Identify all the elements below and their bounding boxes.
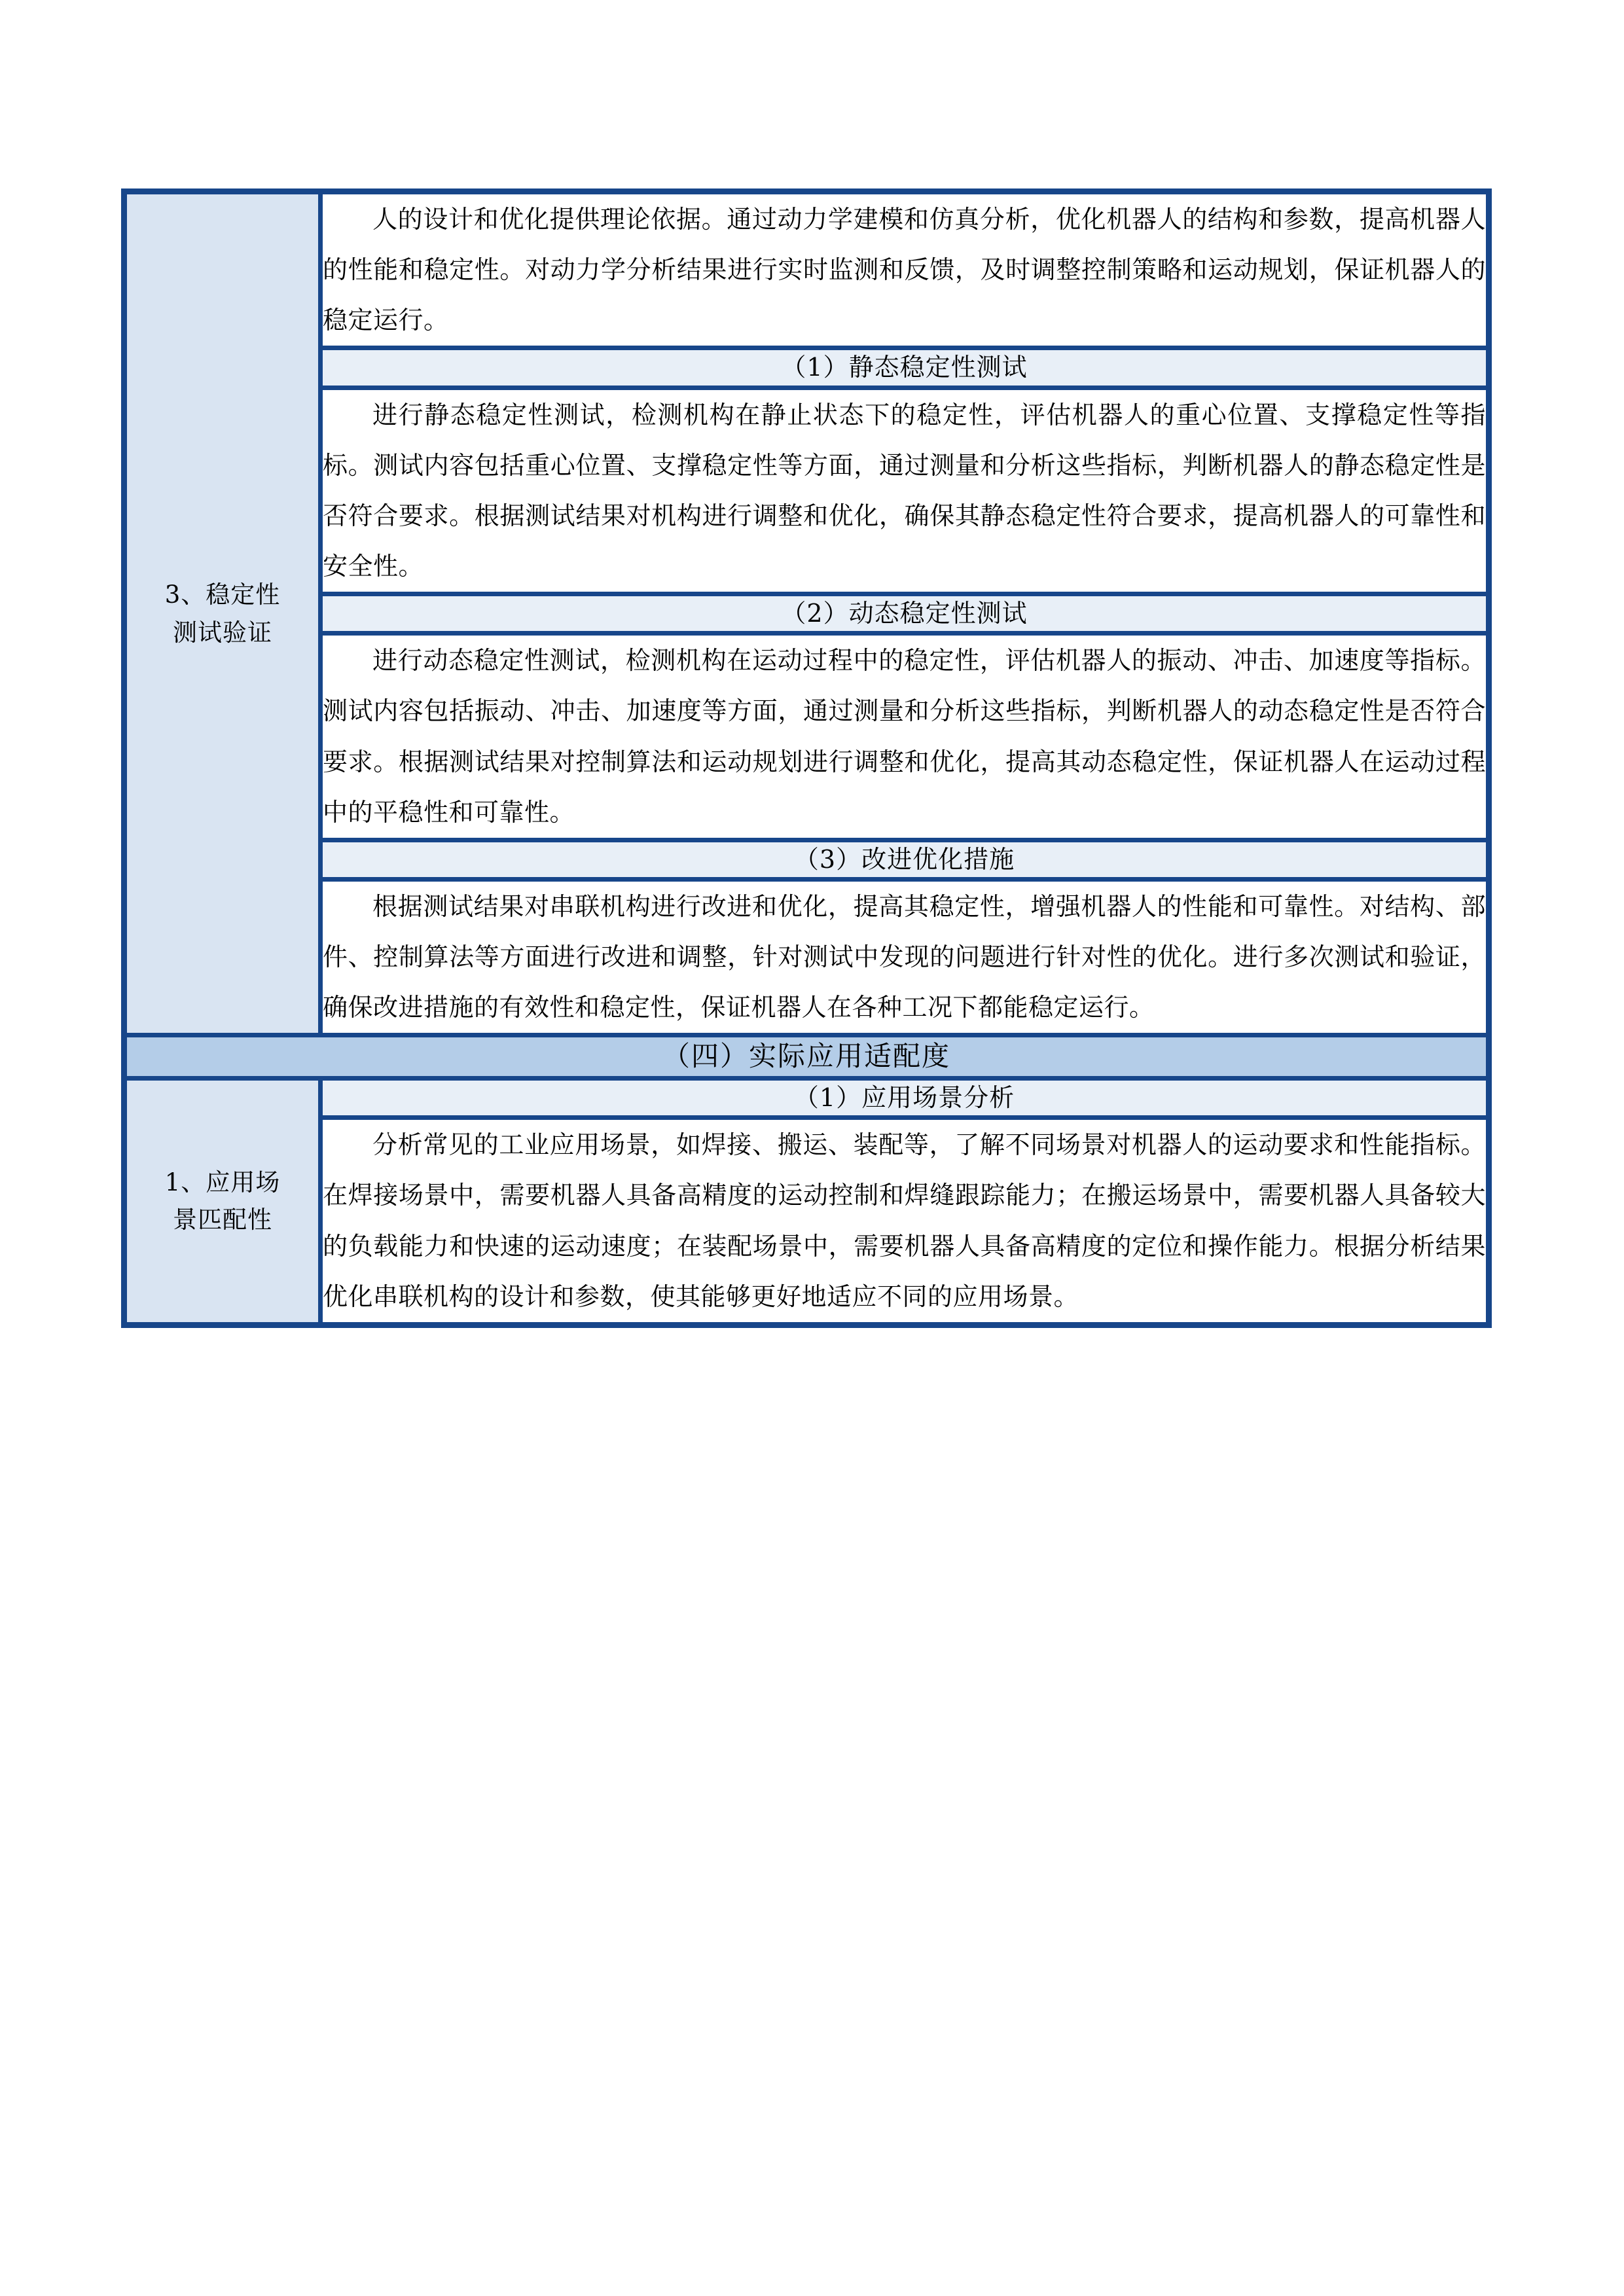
table-row bbox=[124, 192, 1489, 348]
row-label-line-1: 3、稳定性 bbox=[164, 581, 281, 609]
table-row bbox=[124, 879, 1489, 1035]
table-row bbox=[124, 634, 1489, 840]
table-row bbox=[124, 840, 1489, 879]
cell-body-dynamic-stability bbox=[321, 634, 1489, 840]
table-row bbox=[124, 1118, 1489, 1325]
subheader-text: （1）静态稳定性测试 bbox=[781, 353, 1028, 382]
section-header-text: （四）实际应用适配度 bbox=[662, 1040, 950, 1073]
cell-section-header-application-fit bbox=[124, 1035, 1489, 1079]
cell-body-static-stability bbox=[321, 387, 1489, 594]
cell-continued-paragraph bbox=[321, 192, 1489, 348]
cell-subheader-dynamic-stability bbox=[321, 594, 1489, 634]
table-row bbox=[124, 1035, 1489, 1079]
cell-body-application-scene-analysis bbox=[321, 1118, 1489, 1325]
cell-subheader-static-stability bbox=[321, 348, 1489, 387]
cell-subheader-improvement-measures bbox=[321, 840, 1489, 879]
row-label-line-2: 测试验证 bbox=[173, 618, 272, 647]
row-label-application-scene-match bbox=[124, 1079, 321, 1325]
paragraph-text: 进行动态稳定性测试，检测机构在运动过程中的稳定性，评估机器人的振动、冲击、加速度等指标。测试内容包括振动、冲击、加速度等方面，通过测量和分析这些指标，判断机器人的动态稳定性是否符合要求。根据测试结果对控制算法和运动规划进行调整和优化，提高其动态稳定性，保证机器人在运动过程中的平稳性和可靠性。 bbox=[323, 646, 1486, 827]
subheader-text: （1）应用场景分析 bbox=[793, 1083, 1015, 1113]
paragraph-text: 根据测试结果对串联机构进行改进和优化，提高其稳定性，增强机器人的性能和可靠性。对结构、部件、控制算法等方面进行改进和调整，针对测试中发现的问题进行针对性的优化。进行多次测试和验证，确保改进措施的有效性和稳定性，保证机器人在各种工况下都能稳定运行。 bbox=[323, 891, 1486, 1022]
paragraph-text: 人的设计和优化提供理论依据。通过动力学建模和仿真分析，优化机器人的结构和参数，提高机器人的性能和稳定性。对动力学分析结果进行实时监测和反馈，及时调整控制策略和运动规划，保证机器人的稳定运行。 bbox=[323, 205, 1486, 335]
paragraph-text: 分析常见的工业应用场景，如焊接、搬运、装配等，了解不同场景对机器人的运动要求和性能指标。在焊接场景中，需要机器人具备高精度的运动控制和焊缝跟踪能力；在搬运场景中，需要机器人具备较大的负载能力和快速的运动速度；在装配场景中，需要机器人具备高精度的定位和操作能力。根据分析结果优化串联机构的设计和参数，使其能够更好地适应不同的应用场景。 bbox=[323, 1130, 1486, 1311]
cell-subheader-application-scene-analysis bbox=[321, 1079, 1489, 1118]
table-row bbox=[124, 1079, 1489, 1118]
subheader-text: （2）动态稳定性测试 bbox=[781, 599, 1028, 628]
row-label-line-2: 景匹配性 bbox=[173, 1206, 272, 1234]
paragraph-text: 进行静态稳定性测试，检测机构在静止状态下的稳定性，评估机器人的重心位置、支撑稳定性等指标。测试内容包括重心位置、支撑稳定性等方面，通过测量和分析这些指标，判断机器人的静态稳定性是否符合要求。根据测试结果对机构进行调整和优化，确保其静态稳定性符合要求，提高机器人的可靠性和安全性。 bbox=[323, 400, 1486, 581]
content-table bbox=[121, 188, 1492, 1328]
table-row bbox=[124, 387, 1489, 594]
cell-body-improvement-measures bbox=[321, 879, 1489, 1035]
subheader-text: （3）改进优化措施 bbox=[793, 844, 1015, 874]
table-row bbox=[124, 348, 1489, 387]
row-label-line-1: 1、应用场 bbox=[164, 1168, 281, 1197]
row-label-stability-testing bbox=[124, 192, 321, 1035]
table-row bbox=[124, 594, 1489, 634]
